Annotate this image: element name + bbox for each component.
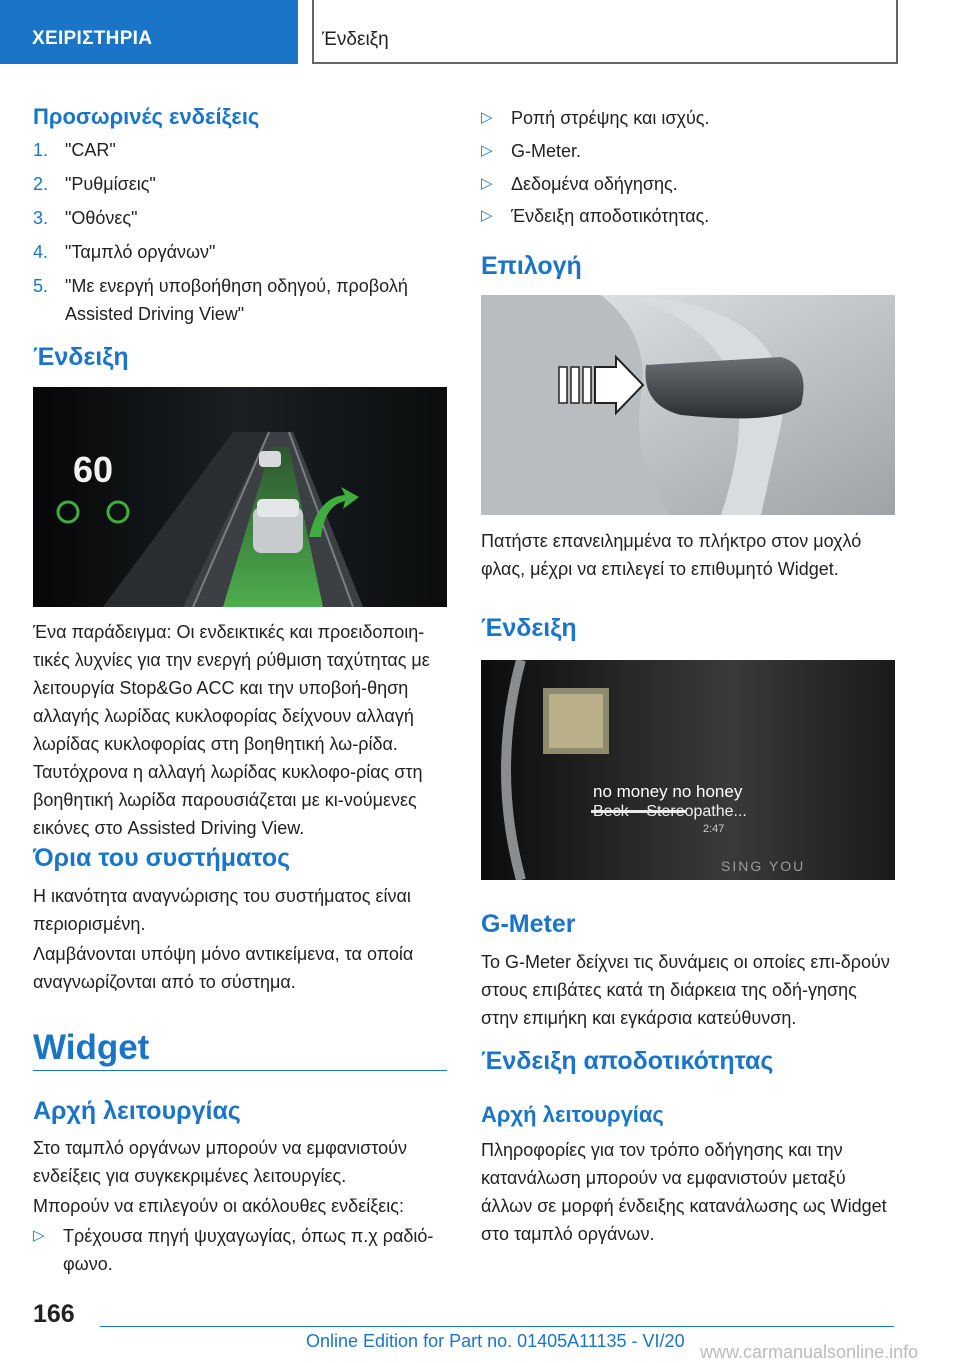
bullet-triangle-icon: ▷ [481,142,493,159]
widget-heading: Widget [33,1028,150,1067]
footer-watermark: www.carmanualsonline.info [700,1342,919,1362]
media-artist: Beck – Stereopathe... [593,803,747,820]
header-section-label: ΧΕΙΡΙΣΤΗΡΙΑ [32,28,153,49]
turn-signal-lever-image [481,295,895,515]
principle-text-2: Μπορούν να επιλεγούν οι ακόλουθες ενδείξεις: [33,1196,404,1216]
widget-option-text: Ροπή στρέψης και ισχύς. [511,108,710,128]
widget-option-text: Ένδειξη αποδοτικότητας. [511,206,710,226]
widget-option-entertainment-text: Τρέχουσα πηγή ψυχαγωγίας, όπως π.χ ραδιό-φωνο. [63,1226,434,1274]
principle-heading: Αρχή λειτουργίας [33,1097,241,1125]
bullet-triangle-icon: ▷ [481,207,493,224]
list-item-text: "Ταμπλό οργάνων" [65,242,216,262]
display-heading: Ένδειξη [33,343,129,371]
efficiency-text: Πληροφορίες για τον τρόπο οδήγησης και την κατανάλωση μπορούν να εμφανιστούν μεταξύ άλλων σε μορφή ένδειξης κατανάλωσης ως Widget στο ταμπλό οργάνων. [481,1140,887,1244]
list-number: 4. [33,242,49,262]
page-number: 166 [33,1300,75,1328]
system-limits-heading: Όρια του συστήματος [33,844,291,872]
list-item-text: "Με ενεργή υποβοήθηση οδηγού, προβολή Assisted Driving View" [65,276,408,324]
gmeter-text: Το G-Meter δείχνει τις δυνάμεις οι οποίες επι-δρούν στους επιβάτες κατά τη διάρκεια της οδή-γησης στην επιμήκη και εγκάρσια κατεύθυνση. [481,952,890,1028]
list-number: 2. [33,174,49,194]
list-item-text: "CAR" [65,140,116,160]
display-caption: Ένα παράδειγμα: Οι ενδεικτικές και προειδοποιη-τικές λυχνίες για την ενεργή ρύθμιση ταχύτητας με λειτουργία Stop&Go ACC και την υποβοή-θηση αλλαγής λωρίδας κυκλοφορίας δείχνουν αλλαγή λωρίδας κυκλοφορίας στη βοηθητική λω-ρίδα. Ταυτόχρονα η αλλαγή λωρίδας κυκλοφο-ρίας στη βοηθητική λωρίδα παρουσιάζεται με κι-νούμενες εικόνες στο Assisted Driving View. [33,622,430,838]
media-track-title: no money no honey [593,782,743,801]
header-section-tab [0,0,298,64]
assisted-driving-illustration [33,387,447,607]
bullet-triangle-icon: ▷ [481,175,493,192]
widget-option-text: G-Meter. [511,141,582,161]
header-topic-label: Ένδειξη [322,29,389,50]
assisted-driving-view-image [33,387,447,607]
turn-signal-lever-illustration [481,295,895,515]
efficiency-principle-heading: Αρχή λειτουργίας [481,1102,664,1127]
bullet-triangle-icon: ▷ [481,109,493,126]
gmeter-heading: G-Meter [481,910,576,938]
media-widget-illustration [481,660,895,880]
footer-edition: Online Edition for Part no. 01405A11135 - VI/20 [306,1331,685,1351]
speed-readout: 60 [73,449,114,490]
media-time: 2:47 [703,823,725,835]
widget-option-text: Δεδομένα οδήγησης. [511,174,678,194]
list-number: 5. [33,276,49,296]
header-topic-box [312,0,898,64]
selection-caption: Πατήστε επανειλημμένα το πλήκτρο στον μοχλό φλας, μέχρι να επιλεγεί το επιθυμητό Widget. [481,531,862,579]
system-limits-text-1: Η ικανότητα αναγνώρισης του συστήματος είναι περιορισμένη. [33,886,411,934]
list-item-text: "Ρυθμίσεις" [65,174,156,194]
media-background-text: SING YOU [721,858,806,874]
system-limits-text-2: Λαμβάνονται υπόψη μόνο αντικείμενα, τα οποία αναγνωρίζονται από το σύστημα. [33,944,414,992]
temp-displays-heading: Προσωρινές ενδείξεις [33,104,260,129]
list-number: 1. [33,140,49,160]
media-widget-image [481,660,895,880]
bullet-triangle-icon: ▷ [33,1227,45,1244]
widget-display-heading: Ένδειξη [481,614,577,642]
footer-rule [100,1326,894,1327]
efficiency-heading: Ένδειξη αποδοτικότητας [481,1047,774,1075]
list-item-text: "Οθόνες" [65,208,138,228]
principle-text-1: Στο ταμπλό οργάνων μπορούν να εμφανιστούν ενδείξεις για συγκεκριμένες λειτουργίες. [33,1138,407,1186]
list-number: 3. [33,208,49,228]
selection-heading: Επιλογή [481,252,582,280]
widget-heading-rule [33,1070,447,1071]
